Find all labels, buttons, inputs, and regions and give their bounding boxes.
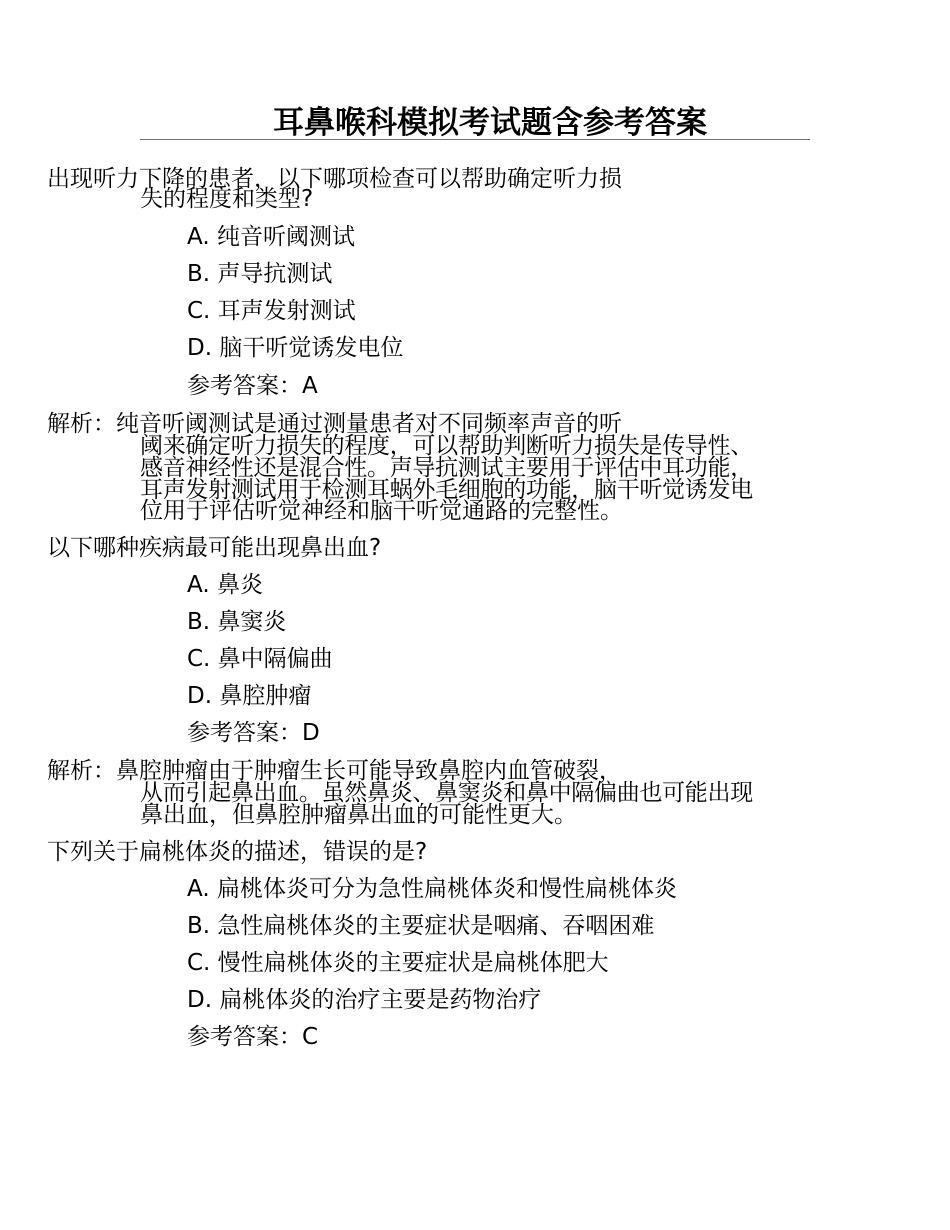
- document-title: 耳鼻喉科模拟考试题含参考答案: [273, 105, 707, 141]
- option-c: C. 鼻中隔偏曲: [187, 646, 333, 672]
- option-c: C. 慢性扁桃体炎的主要症状是扁桃体肥大: [187, 950, 609, 976]
- option-a: A. 扁桃体炎可分为急性扁桃体炎和慢性扁桃体炎: [187, 876, 677, 902]
- option-a: A. 鼻炎: [187, 572, 263, 598]
- explanation-line: 位用于评估听觉神经和脑干听觉通路的完整性。: [140, 498, 623, 524]
- explanation-line: 感音神经性还是混合性。声导抗测试主要用于评估中耳功能，: [140, 455, 753, 481]
- option-b: B. 声导抗测试: [187, 261, 333, 287]
- explanation-line: 阈来确定听力损失的程度，可以帮助判断听力损失是传导性、: [140, 433, 753, 459]
- option-a: A. 纯音听阈测试: [187, 224, 355, 250]
- explanation-line: 从而引起鼻出血。虽然鼻炎、鼻窦炎和鼻中隔偏曲也可能出现: [140, 780, 753, 806]
- explanation-line: 鼻出血，但鼻腔肿瘤鼻出血的可能性更大。: [140, 802, 577, 828]
- explanation-line: 解析：鼻腔肿瘤由于肿瘤生长可能导致鼻腔内血管破裂，: [47, 758, 622, 784]
- explanation-line: 耳声发射测试用于检测耳蜗外毛细胞的功能，脑干听觉诱发电: [140, 477, 753, 503]
- question-stem-line: 出现听力下降的患者，以下哪项检查可以帮助确定听力损: [47, 166, 622, 192]
- option-d: D. 脑干听觉诱发电位: [187, 335, 404, 361]
- reference-answer: 参考答案：C: [187, 1024, 319, 1050]
- question-stem-line: 失的程度和类型?: [140, 186, 314, 212]
- option-b: B. 鼻窦炎: [187, 609, 287, 635]
- question-stem-line: 以下哪种疾病最可能出现鼻出血?: [47, 535, 382, 561]
- reference-answer: 参考答案：A: [187, 373, 318, 399]
- explanation-line: 解析：纯音听阈测试是通过测量患者对不同频率声音的听: [47, 411, 622, 437]
- option-c: C. 耳声发射测试: [187, 298, 356, 324]
- reference-answer: 参考答案：D: [187, 720, 320, 746]
- option-d: D. 扁桃体炎的治疗主要是药物治疗: [187, 987, 542, 1013]
- option-d: D. 鼻腔肿瘤: [187, 683, 312, 709]
- option-b: B. 急性扁桃体炎的主要症状是咽痛、吞咽困难: [187, 913, 655, 939]
- title-underline: [140, 139, 810, 140]
- question-stem-line: 下列关于扁桃体炎的描述，错误的是?: [47, 839, 428, 865]
